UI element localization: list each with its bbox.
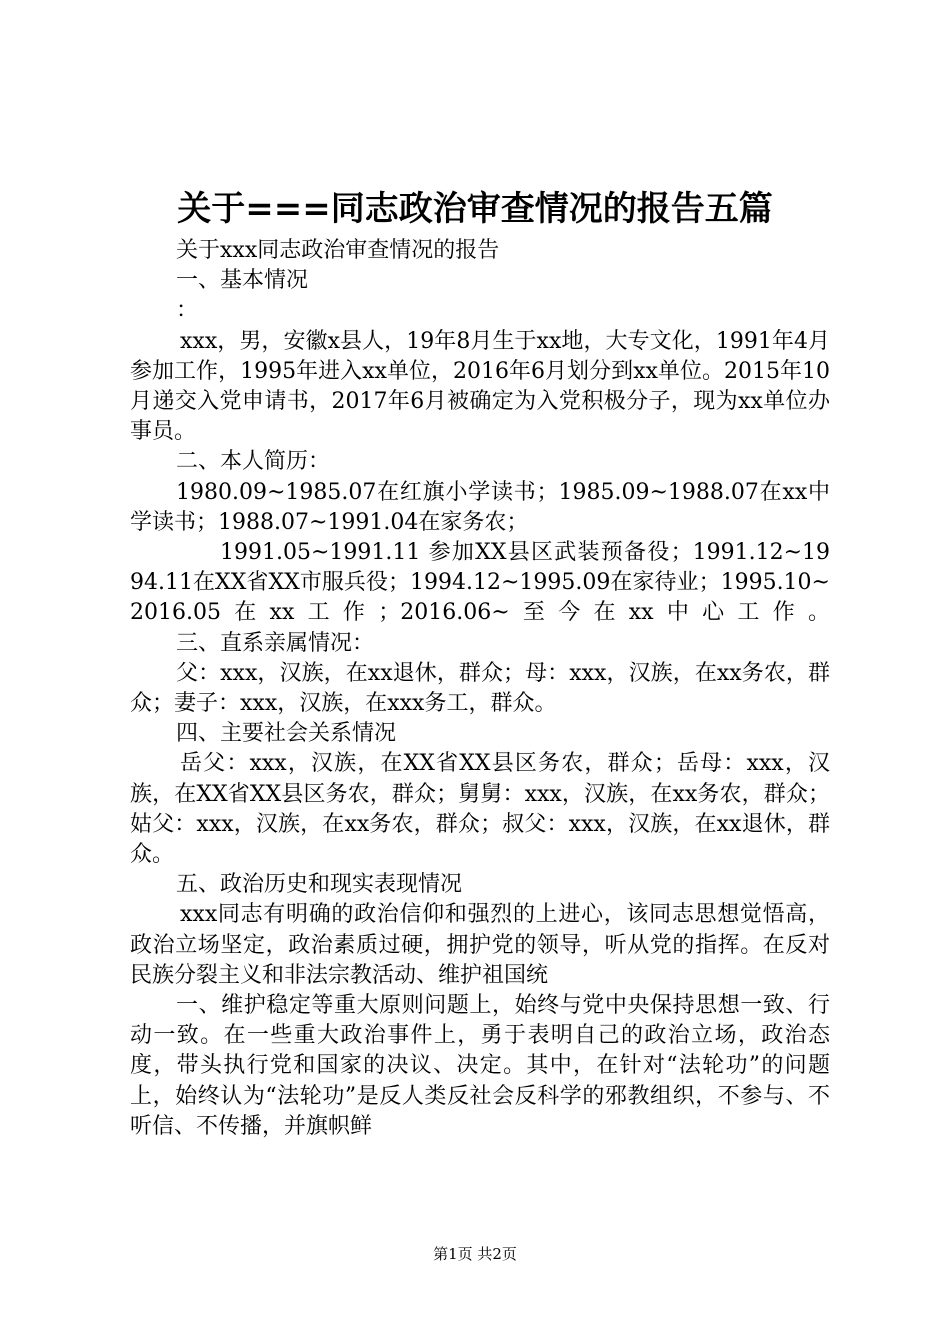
paragraph-social-relations: 岳父：xxx，汉族，在XX省XX县区务农，群众；岳母：xxx，汉族，在XX省XX县区务农，群众；舅舅：xxx，汉族，在xx务农，群众；姑父：xxx，汉族，在xx务农，群众；叔父：xxx，汉族，在xx退休，群众。	[130, 751, 830, 868]
section-heading-resume: 二、本人简历：	[176, 449, 331, 475]
paragraph-report-heading: 关于xxx同志政治审查情况的报告	[176, 238, 500, 263]
paragraph-basic-info: xxx，男，安徽x县人，19年8月生于xx地，大专文化，1991年4月参加工作，1995年进入xx单位，2016年6月划分到xx单位。2015年10月递交入党申请书，2017年6月被确定为入党积极分子，现为xx单位办事员。	[130, 328, 830, 445]
paragraph-resume-1: 1980.09~1985.07在红旗小学读书；1985.09~1988.07在xx中学读书；1988.07~1991.04在家务农；	[130, 479, 830, 535]
paragraph-colon: ：	[176, 298, 199, 324]
section-heading-social-relations: 四、主要社会关系情况	[176, 721, 397, 747]
section-heading-immediate-family: 三、直系亲属情况：	[176, 630, 375, 656]
paragraph-political-performance-2: 一、维护稳定等重大原则问题上，始终与党中央保持思想一致、行动一致。在一些重大政治事件上，勇于表明自己的政治立场，政治态度，带头执行党和国家的决议、决定。其中，在针对“法轮功”的问题上，始终认为“法轮功”是反人类反社会反科学的邪教组织，不参与、不听信、不传播，并旗帜鲜	[130, 993, 830, 1139]
section-heading-political-history: 五、政治历史和现实表现情况	[176, 872, 463, 898]
document-body	[130, 236, 830, 1142]
paragraph-resume-2: 1991.05~1991.11 参加XX县区武装预备役；1991.12~1994.11在XX省XX市服兵役；1994.12~1995.09在家待业；1995.10~2016.05在xx工作；2016.06~至今在xx中心工作。	[130, 540, 830, 626]
paragraph-immediate-family: 父：xxx，汉族，在xx退休，群众；母：xxx，汉族，在xx务农，群众；妻子：xxx，汉族，在xxx务工，群众。	[130, 660, 830, 717]
section-heading-basic-info: 一、基本情况	[176, 268, 309, 294]
document-title: 关于===同志政治审查情况的报告五篇	[177, 189, 773, 229]
paragraph-political-performance-1: xxx同志有明确的政治信仰和强烈的上进心，该同志思想觉悟高，政治立场坚定，政治素质过硬，拥护党的领导，听从党的指挥。在反对民族分裂主义和非法宗教活动、维护祖国统	[130, 902, 830, 988]
page-footer: 第1页 共2页	[433, 1245, 517, 1263]
